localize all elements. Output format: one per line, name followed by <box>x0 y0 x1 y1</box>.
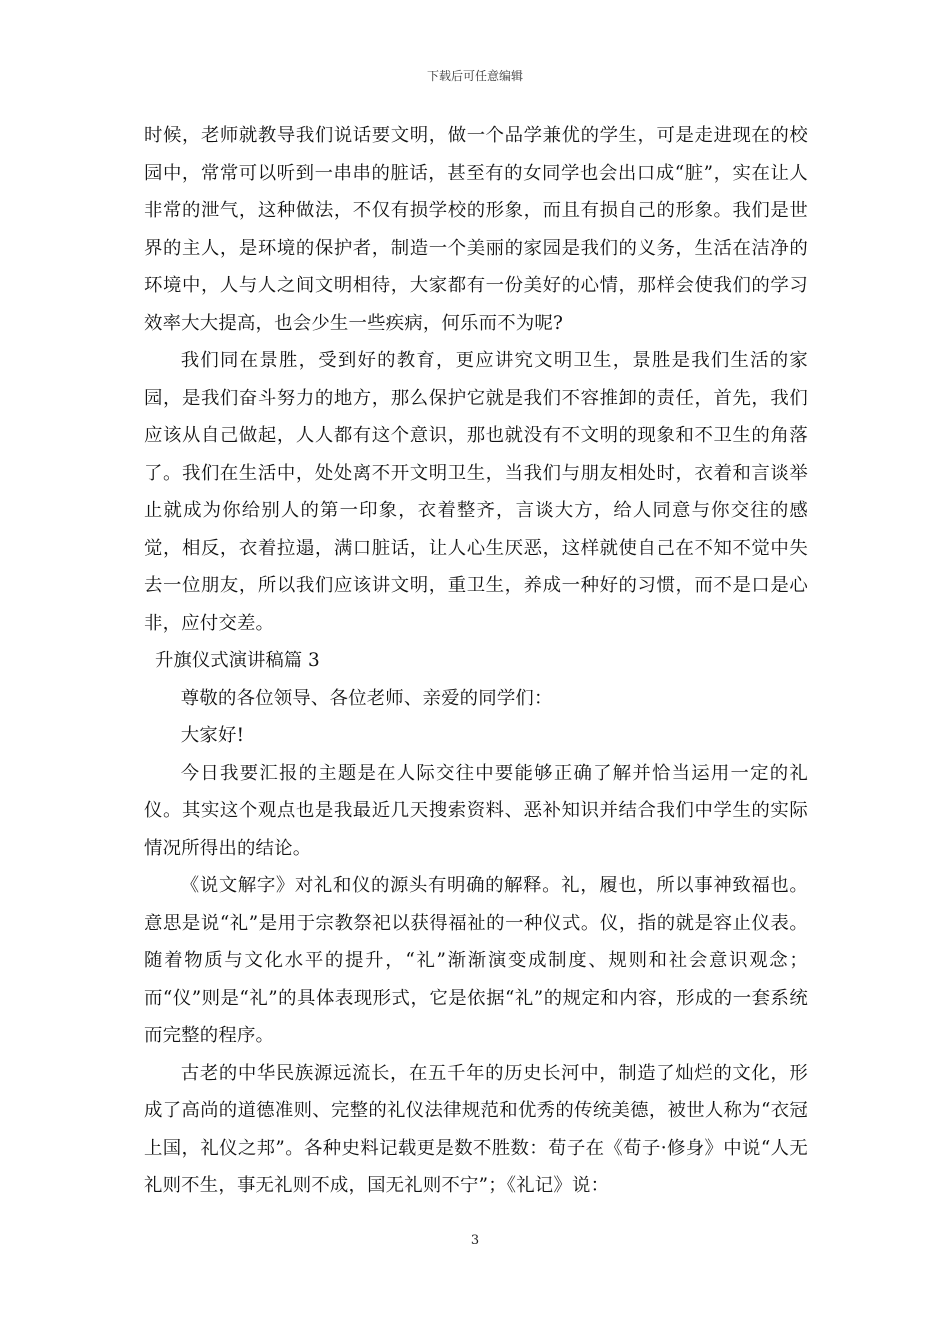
page-number: 3 <box>470 1233 480 1248</box>
paragraph-continued: 时候，老师就教导我们说话要文明，做一个品学兼优的学生，可是走进现在的校园中，常常可以听到一串串的脏话，甚至有的女同学也会出口成“脏”，实在让人非常的泄气，这种做法，不仅有损学校的形象，而且有损自己的形象。我们是世界的主人，是环境的保护者，制造一个美丽的家园是我们的义务，生活在洁净的环境中，人与人之间文明相待，大家都有一份美好的心情，那样会使我们的学习效率大大提高，也会少生一些疾病，何乐而不为呢? <box>144 125 808 334</box>
page-header: 下载后可任意编辑 <box>426 69 523 83</box>
paragraph-hygiene: 我们同在景胜，受到好的教育，更应讲究文明卫生，景胜是我们生活的家园，是我们奋斗努力的地方，那么保护它就是我们不容推卸的责任，首先，我们应该从自己做起，人人都有这个意识，那也就没有不文明的现象和不卫生的角落了。我们在生活中，处处离不开文明卫生，当我们与朋友相处时，衣着和言谈举止就成为你给别人的第一印象，衣着整齐，言谈大方，给人同意与你交往的感觉，相反，衣着拉遢，满口脏话，让人心生厌恶，这样就使自己在不知不觉中失去一位朋友，所以我们应该讲文明，重卫生，养成一种好的习惯，而不是口是心非，应付交差。 <box>144 350 808 634</box>
paragraph-shuowen: 《说文解字》对礼和仪的源头有明确的解释。礼，履也，所以事神致福也。意思是说“礼”是用于宗教祭祀以获得福祉的一种仪式。仪，指的就是容止仪表。随着物质与文化水平的提升，“礼”渐渐演变成制度、规则和社会意识观念；而“仪”则是“礼”的具体表现形式，它是依据“礼”的规定和内容，形成的一套系统而完整的程序。 <box>144 875 808 1046</box>
hello-line: 大家好! <box>180 725 245 746</box>
greeting-line: 尊敬的各位领导、各位老师、亲爱的同学们： <box>180 687 553 709</box>
section-title: 升旗仪式演讲稿篇 3 <box>155 650 320 671</box>
document-body <box>144 117 808 1205</box>
paragraph-topic: 今日我要汇报的主题是在人际交往中要能够正确了解并恰当运用一定的礼仪。其实这个观点也是我最近几天搜索资料、恶补知识并结合我们中学生的实际情况所得出的结论。 <box>144 762 808 859</box>
paragraph-history: 古老的中华民族源远流长，在五千年的历史长河中，制造了灿烂的文化，形成了高尚的道德准则、完整的礼仪法律规范和优秀的传统美德，被世人称为“衣冠上国，礼仪之邦”。各种史料记载更是数不胜数：荀子在《荀子·修身》中说“人无礼则不生，事无礼则不成，国无礼则不宁”；《礼记》说： <box>144 1062 808 1196</box>
